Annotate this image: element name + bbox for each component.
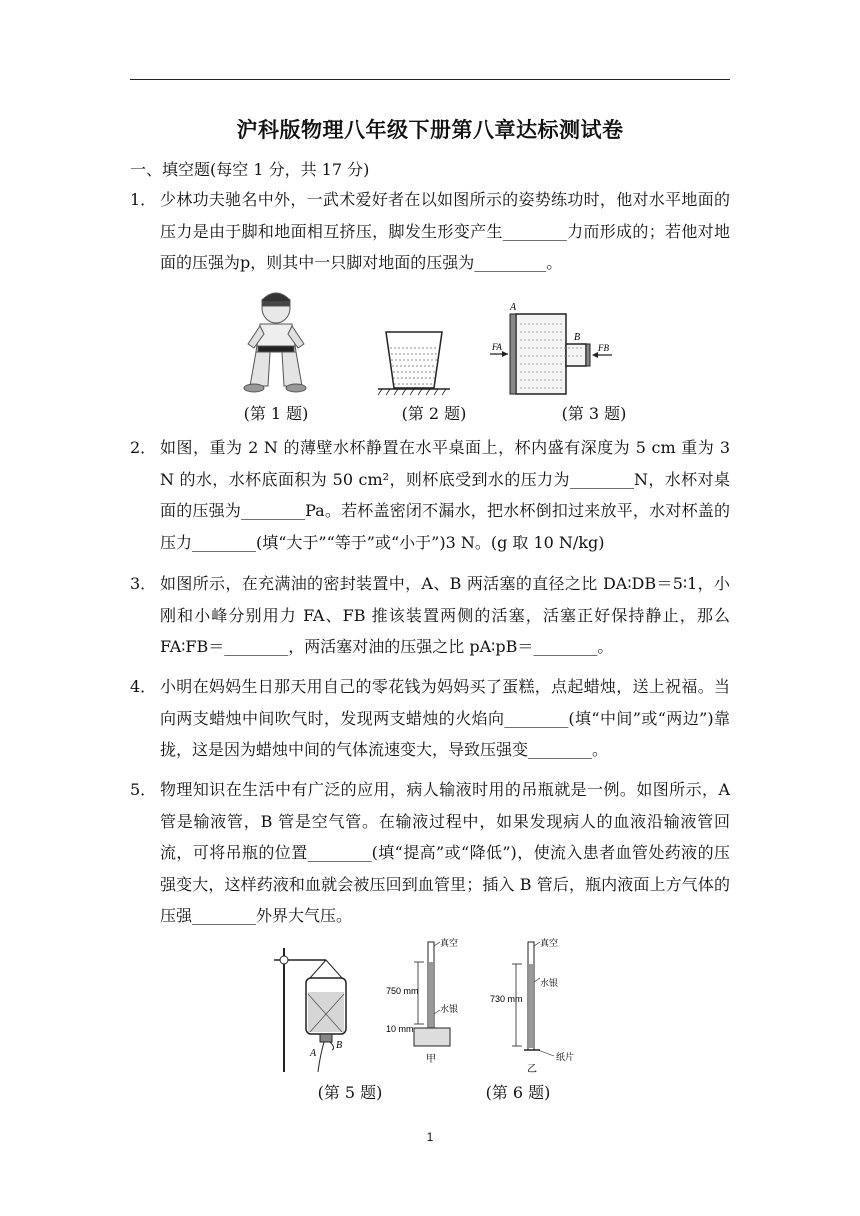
piston-a-icon: [510, 314, 516, 394]
header-rule: [130, 79, 730, 80]
question-text: 如图，重为 2 N 的薄壁水杯静置在水平桌面上，杯内盛有深度为 5 cm 重为 3 N 的水，水杯底面积为 50 cm²，则杯底受到水的压力为________N，水杯对桌面的压强为________Pa。若杯盖密闭不漏水，把水杯倒扣过来放平，水对杯盖的压力________(填“大于”“等于”或“小于”)3 N。(g 取 10 N/kg): [160, 438, 730, 552]
label-jia: 甲: [426, 1054, 436, 1065]
label-b: B: [574, 332, 581, 343]
question-text: 如图所示，在充满油的密封装置中，A、B 两活塞的直径之比 DA∶DB＝5∶1，小刚和小峰分别用力 FA、FB 推该装置两侧的活塞，活塞正好保持静止，那么 FA∶FB＝________，两活塞对油的压强之比 pA∶pB＝________。: [160, 574, 730, 656]
figure-5-iv-bottle: [270, 944, 350, 1074]
question-text: 小明在妈妈生日那天用自己的零花钱为妈妈买了蛋糕，点起蜡烛，送上祝福。当向两支蜡烛中间吹气时，发现两支蜡烛的火焰向________(填“中间”或“两边”)靠拢，这是因为蜡烛中间的气体流速变大，导致压强变________。: [160, 677, 730, 759]
question-number: 1．: [130, 190, 157, 209]
label-mercury-yi: 水银: [540, 979, 559, 989]
question-number: 2．: [130, 438, 157, 457]
label-a: A: [510, 302, 517, 313]
caption-figure-1: (第 1 题): [243, 404, 309, 423]
label-tube-b: B: [336, 1040, 343, 1051]
question-number: 3．: [130, 574, 157, 593]
question-1: [130, 184, 730, 279]
label-730mm: 730 mm: [490, 994, 523, 1004]
figure-1-kungfu-person: [240, 286, 312, 396]
section-heading: 一、填空题(每空 1 分，共 17 分): [130, 160, 370, 179]
page-number: 1: [426, 1130, 434, 1144]
question-2: [130, 432, 730, 558]
label-vacuum-jia: 真空: [440, 939, 459, 949]
caption-figure-6: (第 6 题): [485, 1083, 551, 1102]
label-vacuum-yi: 真空: [540, 939, 559, 949]
figure-2-water-cup: [376, 326, 452, 396]
label-paper: 纸片: [556, 1053, 575, 1063]
label-fa: FA: [492, 342, 502, 352]
label-yi: 乙: [527, 1064, 537, 1075]
question-3: [130, 568, 730, 663]
page-title: 沪科版物理八年级下册第八章达标测试卷: [236, 117, 624, 142]
label-750mm: 750 mm: [386, 986, 419, 996]
label-tube-a: A: [310, 1048, 317, 1059]
piston-b-icon: [586, 344, 590, 366]
question-text: 少林功夫驰名中外，一武术爱好者在以如图所示的姿势练功时，他对水平地面的压力是由于脚和地面相互挤压，脚发生形变产生________力而形成的；若他对地面的压强为p，则其中一只脚对地面的压强为_________。: [160, 190, 730, 272]
caption-figure-2: (第 2 题): [401, 404, 467, 423]
label-mercury-jia: 水银: [440, 1005, 459, 1015]
question-text: 物理知识在生活中有广泛的应用，病人输液时用的吊瓶就是一例。如图所示，A 管是输液管，B 管是空气管。在输液过程中，如果发现病人的血液沿输液管回流，可将吊瓶的位置________(填“提高”或“降低”)，使流入患者血管处药液的压强变大，这样药液和血就会被压回到血管里；插入 B 管后，瓶内液面上方气体的压强________外界大气压。: [160, 780, 730, 925]
figure-6-barometers: [384, 938, 584, 1078]
question-4: [130, 671, 730, 766]
label-10mm: 10 mm: [386, 1024, 414, 1034]
caption-figure-5: (第 5 题): [317, 1083, 383, 1102]
figure-3-hydraulic-device: [490, 300, 620, 398]
caption-figure-3: (第 3 题): [561, 404, 627, 423]
question-5: [130, 774, 730, 932]
label-fb: FB: [598, 343, 609, 353]
question-number: 4．: [130, 677, 157, 696]
question-number: 5．: [130, 780, 157, 799]
